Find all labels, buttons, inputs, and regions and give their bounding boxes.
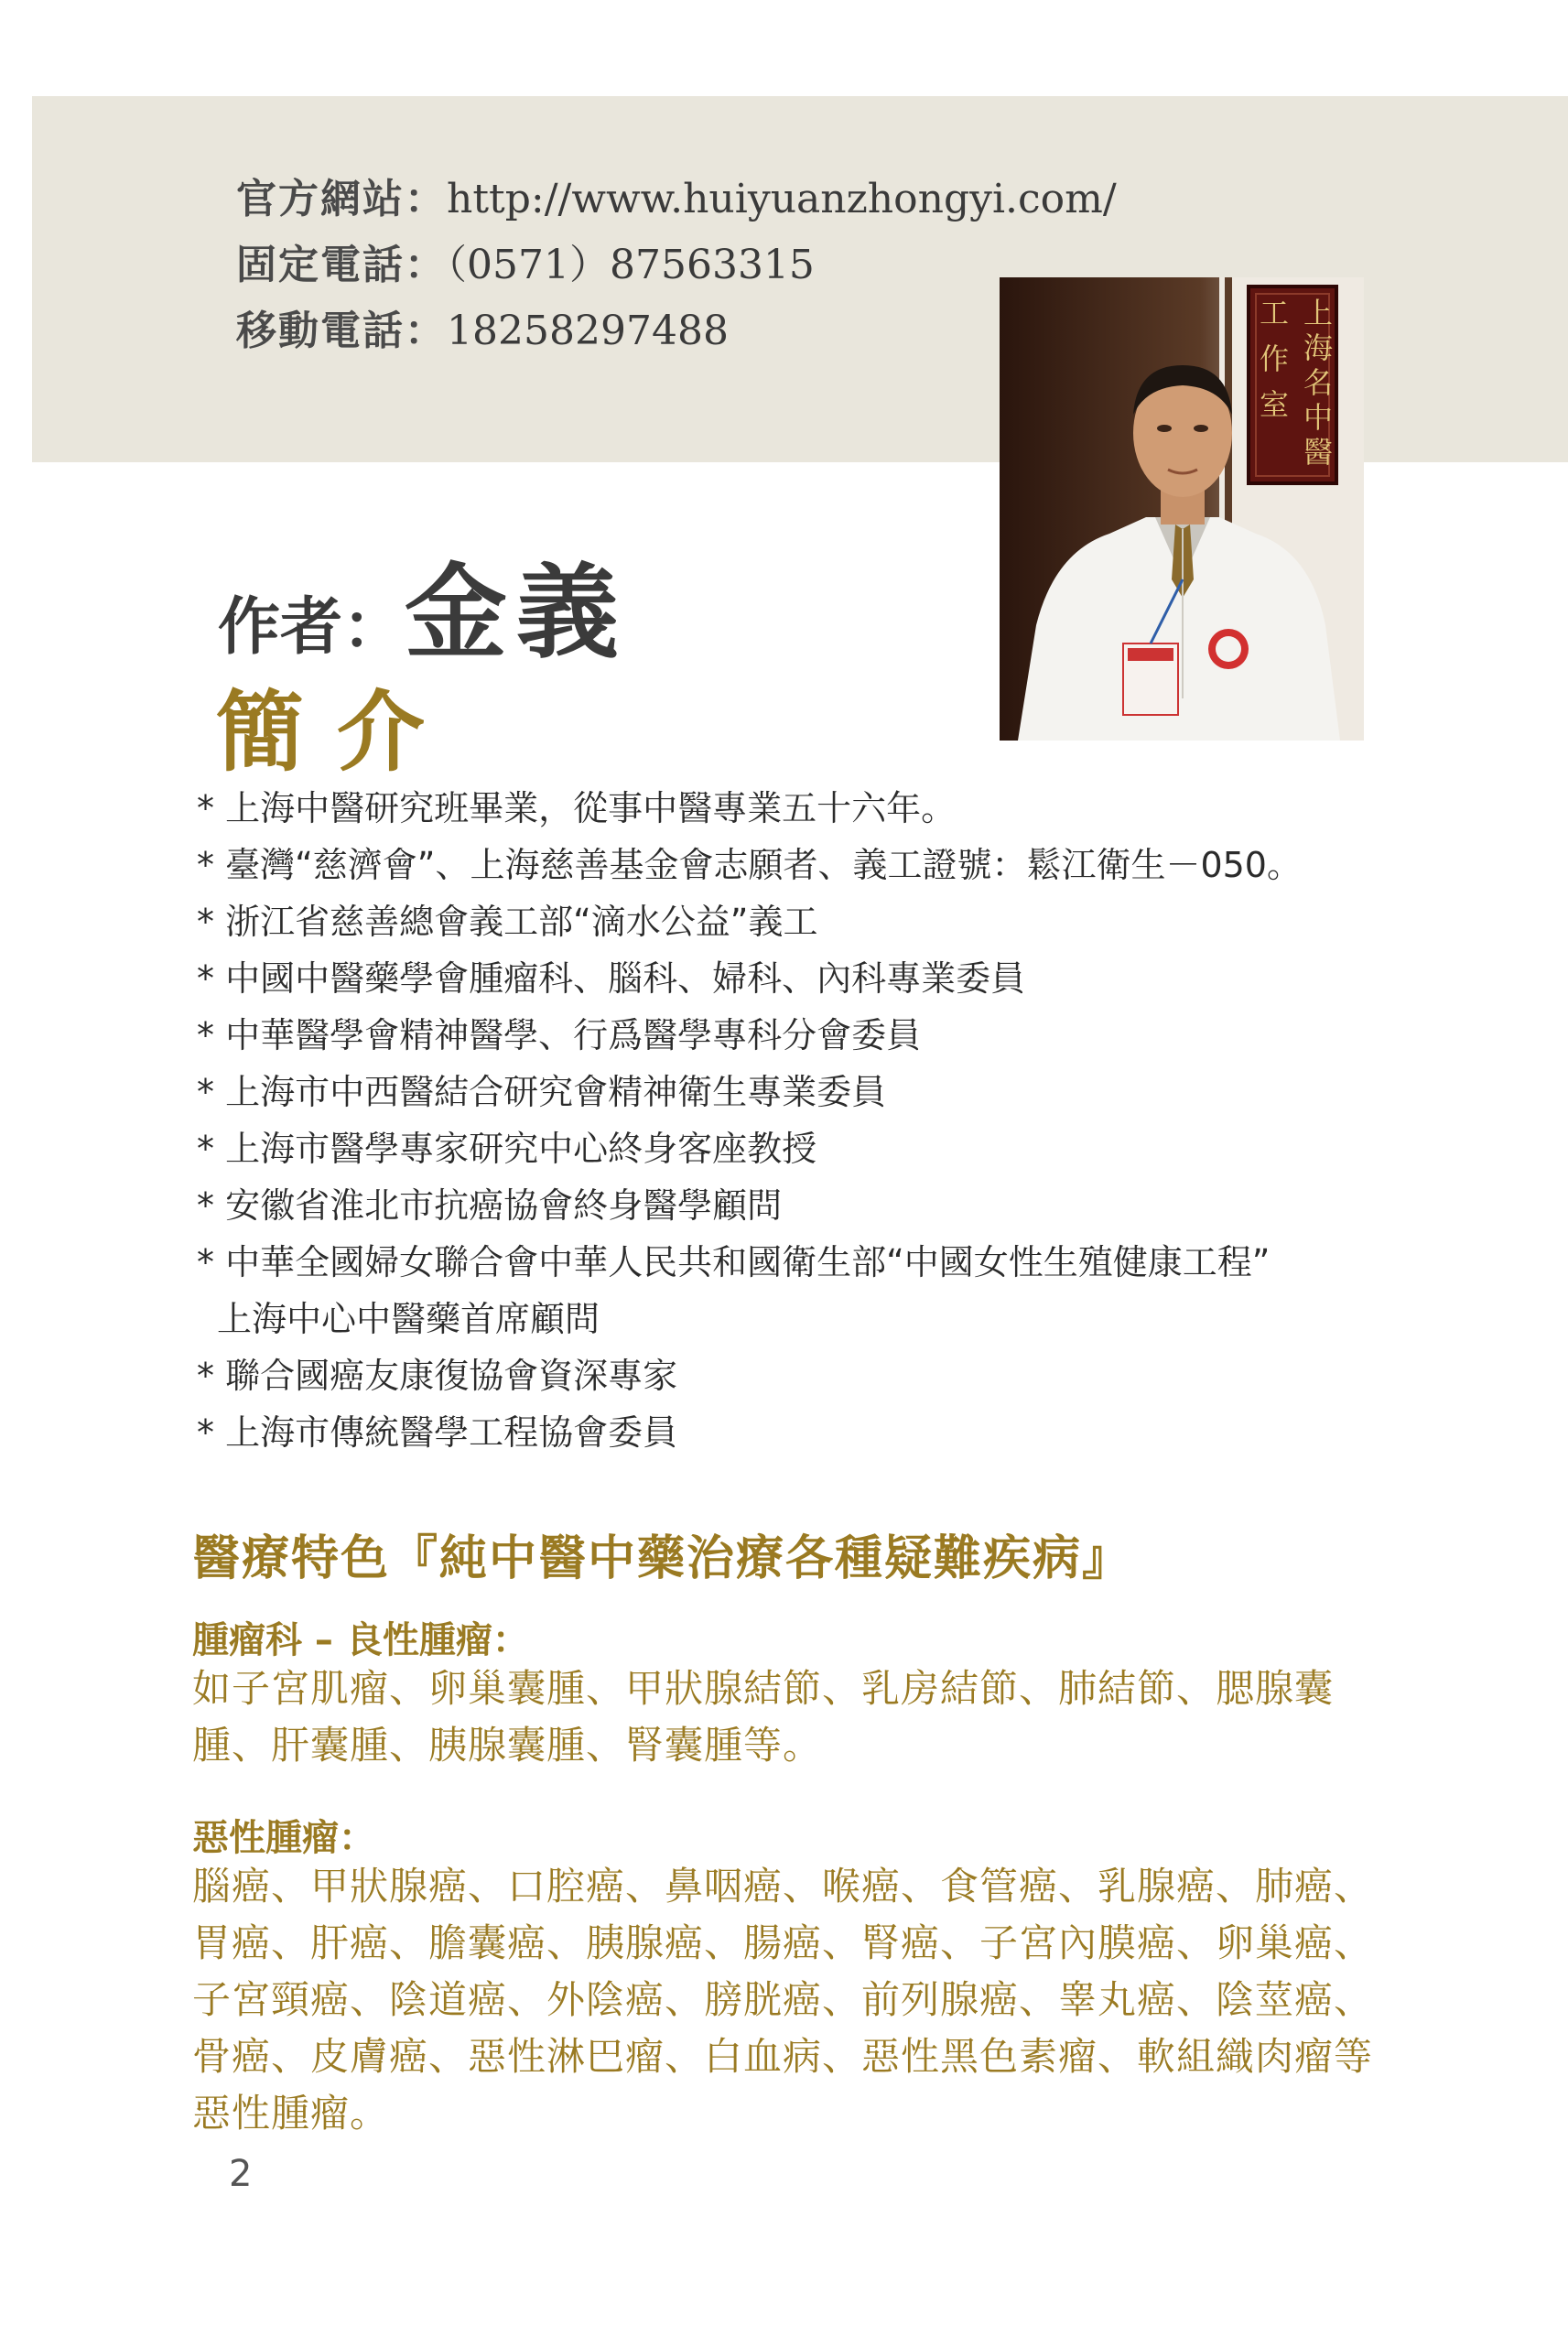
page-number: 2 xyxy=(229,2153,253,2195)
bio-item: * 中華全國婦女聯合會中華人民共和國衛生部“中國女性生殖健康工程” xyxy=(197,1242,1271,1282)
mobile-line xyxy=(236,304,729,359)
website-url[interactable]: http://www.huiyuanzhongyi.com/ xyxy=(447,176,1117,222)
phone-label: 固定電話： xyxy=(236,242,447,288)
sign-text: 上海名中醫工作室 xyxy=(1260,296,1334,470)
bio-item: * 浙江省慈善總會義工部“滴水公益”義工 xyxy=(197,902,818,942)
mobile-label: 移動電話： xyxy=(236,308,447,354)
intro-title: 簡介 xyxy=(216,680,458,784)
bio-item: * 上海市中西醫結合研究會精神衛生專業委員 xyxy=(197,1072,887,1112)
bio-item: * 中國中醫藥學會腫瘤科、腦科、婦科、內科專業委員 xyxy=(197,958,1026,999)
author-name: 金義 xyxy=(405,553,629,673)
bio-list xyxy=(197,780,1387,1461)
author-photo-svg xyxy=(1000,277,1364,741)
website-label: 官方網站： xyxy=(236,176,447,222)
bio-item: * 上海市醫學專家研究中心終身客座教授 xyxy=(197,1129,817,1169)
mobile-number: 18258297488 xyxy=(447,308,729,354)
bio-item: * 上海中醫研究班畢業，從事中醫專業五十六年。 xyxy=(197,788,957,828)
website-line xyxy=(236,172,1117,227)
author-photo xyxy=(1000,277,1364,741)
benign-tumor-text: 如子宮肌瘤、卵巢囊腫、甲狀腺結節、乳房結節、肺結節、腮腺囊腫、肝囊腫、胰腺囊腫、腎囊腫等。 xyxy=(192,1666,1335,1768)
malignant-tumor-title: 惡性腫瘤： xyxy=(192,1817,375,1859)
features-title: 醫療特色『純中醫中藥治療各種疑難疾病』 xyxy=(192,1531,1132,1586)
author-line xyxy=(218,531,628,678)
bio-item: 上海中心中醫藥首席顧問 xyxy=(217,1299,600,1339)
bio-item: * 中華醫學會精神醫學、行爲醫學專科分會委員 xyxy=(197,1015,922,1055)
author-label: 作者： xyxy=(218,590,406,664)
malignant-tumor-text: 腦癌、甲狀腺癌、口腔癌、鼻咽癌、喉癌、食管癌、乳腺癌、肺癌、胃癌、肝癌、膽囊癌、胰腺癌、腸癌、腎癌、子宮內膜癌、卵巢癌、子宮頸癌、陰道癌、外陰癌、膀胱癌、前列腺癌、睾丸癌、陰莖癌、骨癌、皮膚癌、惡性淋巴瘤、白血病、惡性黑色素瘤、軟組織肉瘤等惡性腫瘤。 xyxy=(192,1864,1374,2136)
bio-item: * 安徽省淮北市抗癌協會終身醫學顧問 xyxy=(197,1185,783,1226)
bio-item: * 上海市傳統醫學工程協會委員 xyxy=(197,1412,678,1453)
benign-tumor-title: 腫瘤科 – 良性腫瘤： xyxy=(192,1619,529,1661)
phone-number: （0571）87563315 xyxy=(447,242,815,288)
phone-line xyxy=(236,238,815,293)
bio-item: * 聯合國癌友康復協會資深專家 xyxy=(197,1356,678,1396)
bio-item: * 臺灣“慈濟會”、上海慈善基金會志願者、義工證號：鬆江衛生－050。 xyxy=(197,845,1302,885)
